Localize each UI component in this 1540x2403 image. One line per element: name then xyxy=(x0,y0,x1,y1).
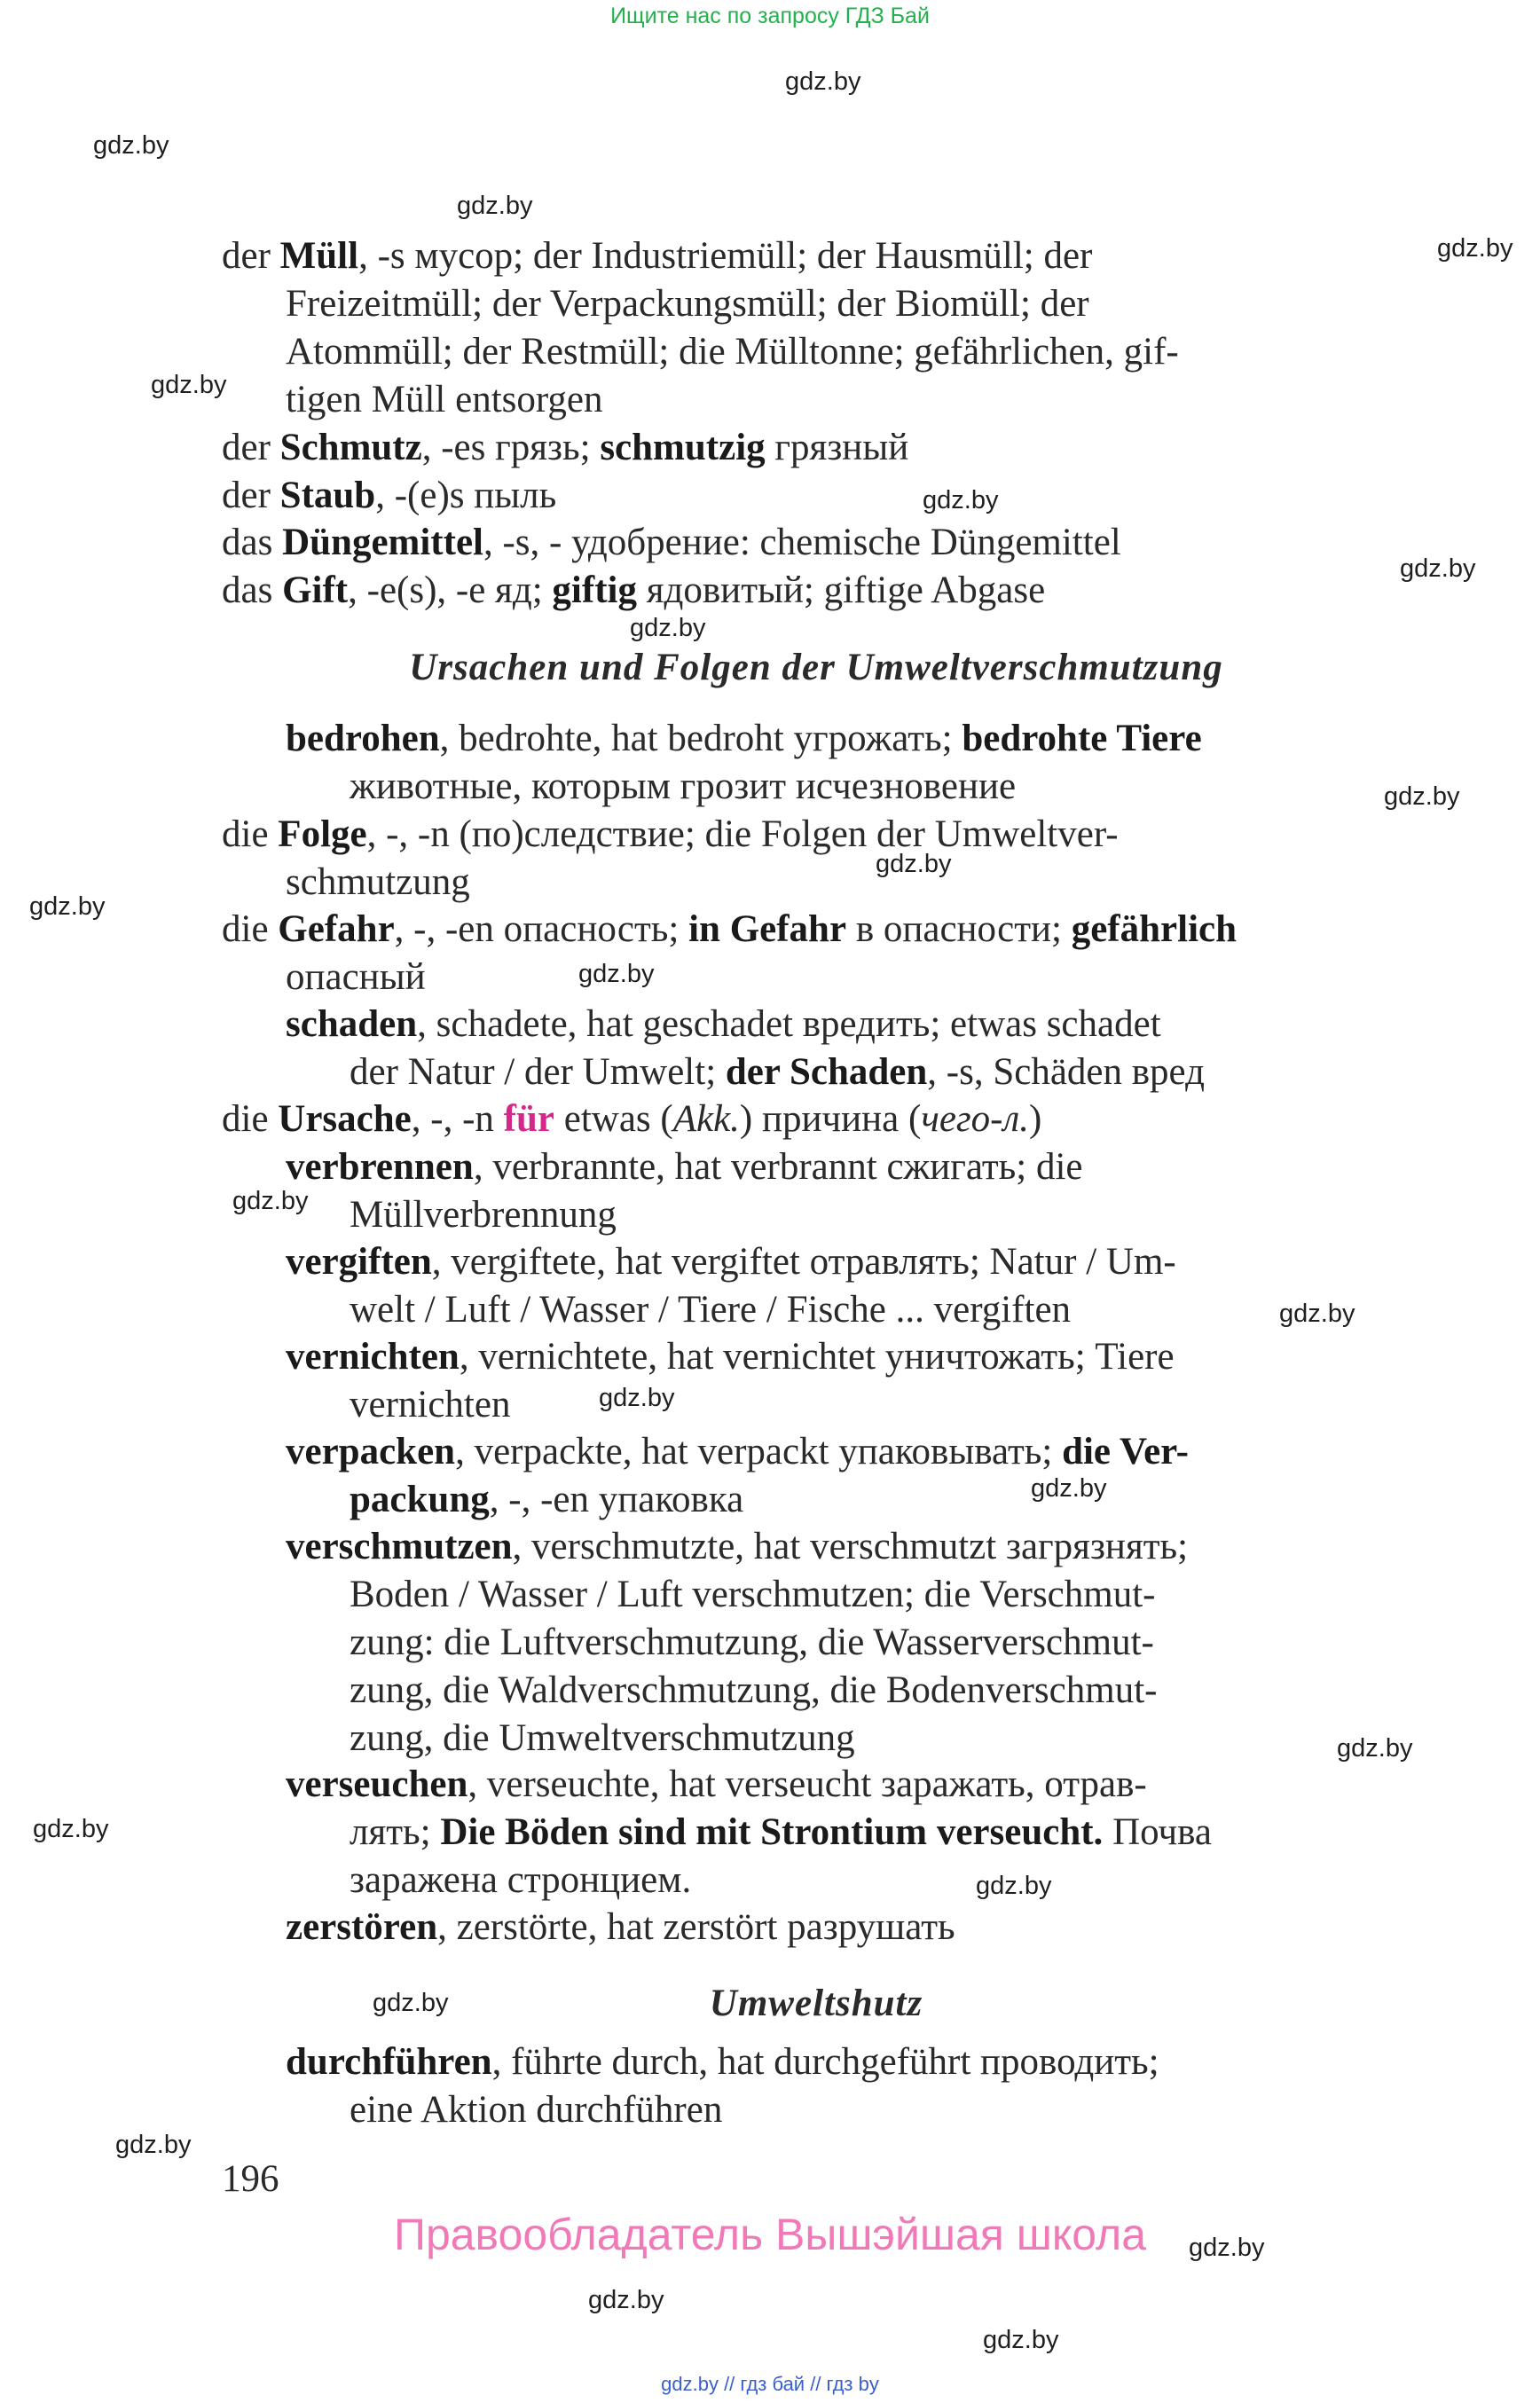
section-title-umweltschutz: Umweltshutz xyxy=(709,1983,923,2024)
rights-holder-notice: Правообладатель Вышэйшая школа xyxy=(394,2210,1146,2259)
entry-muell: der Müll, -s мусор; der Industriemüll; der Hausmüll; der Freizeitmüll; der Verpackungsmüll; der Biomüll; der Atommüll; der Restmüll; die Mülltonne; gefährlichen, gif- tigen Müll entsorgen xyxy=(222,235,1179,420)
watermark: gdz.by xyxy=(457,192,533,220)
entry-verschmutzen: verschmutzen, verschmutzte, hat verschmutzt загрязнять; Boden / Wasser / Luft verschmutzen; die Verschmut- zung: die Luftverschmutzung, die Wasserverschmut- zung, die Waldverschmutzung, die Bodenverschmut- zung, die Umweltverschmutzung xyxy=(286,1526,1189,1759)
watermark: gdz.by xyxy=(151,371,227,399)
entry-schmutz: der Schmutz, -es грязь; schmutzig грязный xyxy=(222,427,909,468)
watermark: gdz.by xyxy=(1031,1474,1107,1503)
entry-gift: das Gift, -e(s), -e яд; giftig ядовитый; giftige Abgase xyxy=(222,569,1046,611)
entry-ursache: die Ursache, -, -n für etwas (Akk.) причина (чего-л.) xyxy=(222,1098,1042,1140)
entry-verpacken: verpacken, verpackte, hat verpackt упаковывать; die Ver- packung, -, -en упаковка xyxy=(286,1431,1189,1520)
watermark: gdz.by xyxy=(232,1187,309,1215)
entry-zerstoeren: zerstören, zerstörte, hat zerstört разрушать xyxy=(286,1906,955,1948)
entry-folge: die Folge, -, -n (по)следствие; die Folgen der Umweltver- schmutzung xyxy=(222,813,1119,903)
footer-links[interactable]: gdz.by // гдз бай // гдз by xyxy=(661,2373,879,2395)
entry-verseuchen: verseuchen, verseuchte, hat verseucht заражать, отрав- лять; Die Böden sind mit Strontium verseucht. Почва заражена стронцием. xyxy=(286,1763,1212,1901)
vocabulary-list xyxy=(222,0,1413,2403)
entry-schaden: schaden, schadete, hat geschadet вредить; etwas schadet der Natur / der Umwelt; der Schaden, -s, Schäden вред xyxy=(286,1003,1205,1093)
watermark: gdz.by xyxy=(983,2326,1059,2354)
watermark: gdz.by xyxy=(1189,2234,1265,2262)
watermark: gdz.by xyxy=(588,2286,664,2314)
watermark: gdz.by xyxy=(785,67,861,96)
entry-bedrohen: bedrohen, bedrohte, hat bedroht угрожать; bedrohte Tiere животные, которым грозит исчезновение xyxy=(286,718,1202,807)
watermark: gdz.by xyxy=(976,1872,1052,1900)
entry-vernichten: vernichten, vernichtete, hat vernichtet уничтожать; Tiere vernichten xyxy=(286,1336,1175,1425)
section-title-ursachen: Ursachen und Folgen der Umweltverschmutzung xyxy=(409,647,1223,688)
watermark: gdz.by xyxy=(1279,1300,1355,1328)
page-number: 196 xyxy=(222,2158,279,2200)
entry-staub: der Staub, -(e)s пыль xyxy=(222,475,557,516)
watermark: gdz.by xyxy=(29,892,106,921)
watermark: gdz.by xyxy=(599,1384,675,1412)
watermark: gdz.by xyxy=(33,1815,109,1843)
watermark: gdz.by xyxy=(1400,554,1476,583)
watermark: gdz.by xyxy=(115,2131,192,2159)
search-hint-banner: Ищите нас по запросу ГДЗ Бай xyxy=(610,4,930,28)
entry-duengemittel: das Düngemittel, -s, - удобрение: chemische Düngemittel xyxy=(222,522,1121,563)
entry-durchfuehren: durchführen, führte durch, hat durchgeführt проводить; eine Aktion durchführen xyxy=(286,2041,1159,2131)
watermark: gdz.by xyxy=(1384,782,1460,811)
watermark: gdz.by xyxy=(373,1989,449,2017)
entry-gefahr: die Gefahr, -, -en опасность; in Gefahr в опасности; gefährlich опасный xyxy=(222,908,1238,998)
watermark: gdz.by xyxy=(93,131,169,160)
watermark: gdz.by xyxy=(578,960,655,988)
watermark: gdz.by xyxy=(1337,1734,1413,1763)
watermark: gdz.by xyxy=(630,614,706,642)
watermark: gdz.by xyxy=(876,850,952,878)
watermark: gdz.by xyxy=(923,486,999,514)
entry-verbrennen: verbrennen, verbrannte, hat verbrannt сжигать; die Müllverbrennung xyxy=(286,1146,1083,1236)
entry-vergiften: vergiften, vergiftete, hat vergiftet отравлять; Natur / Um- welt / Luft / Wasser / Tiere / Fische ... vergiften xyxy=(286,1241,1176,1331)
watermark: gdz.by xyxy=(1437,234,1513,263)
